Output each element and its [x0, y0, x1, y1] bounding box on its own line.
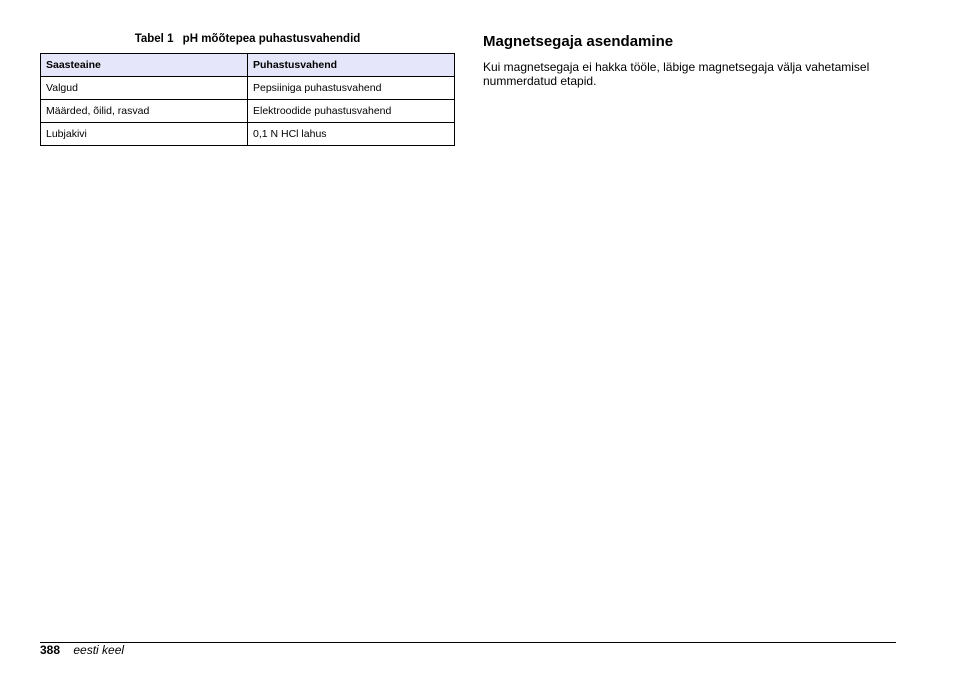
footer-language: eesti keel	[73, 643, 125, 657]
table-header-row	[41, 54, 455, 77]
header-cleaning-solution: Puhastusvahend	[248, 54, 455, 77]
table-row	[41, 77, 455, 100]
table-cell: Lubjakivi	[41, 123, 248, 146]
page-footer	[40, 643, 124, 657]
page-number: 388	[40, 643, 61, 657]
footer-divider	[40, 642, 896, 643]
table-row	[41, 123, 455, 146]
table-caption-number: Tabel 1	[134, 33, 174, 45]
header-contaminant: Saasteaine	[41, 54, 248, 77]
table-cell: Valgud	[41, 77, 248, 100]
table-cell: Pepsiiniga puhastusvahend	[248, 77, 455, 100]
table-caption	[40, 33, 455, 45]
table-row	[41, 100, 455, 123]
table-caption-title: pH mõõtepea puhastusvahendid	[182, 33, 361, 45]
cleaning-solutions-table	[40, 53, 455, 146]
section-body-text: Kui magnetsegaja ei hakka tööle, läbige magnetsegaja välja vahetamisel nummerdatud etapid.	[483, 60, 870, 88]
table-cell: Määrded, õilid, rasvad	[41, 100, 248, 123]
table-cell: 0,1 N HCl lahus	[248, 123, 455, 146]
table-cell: Elektroodide puhastusvahend	[248, 100, 455, 123]
section-heading: Magnetsegaja asendamine	[483, 33, 674, 50]
